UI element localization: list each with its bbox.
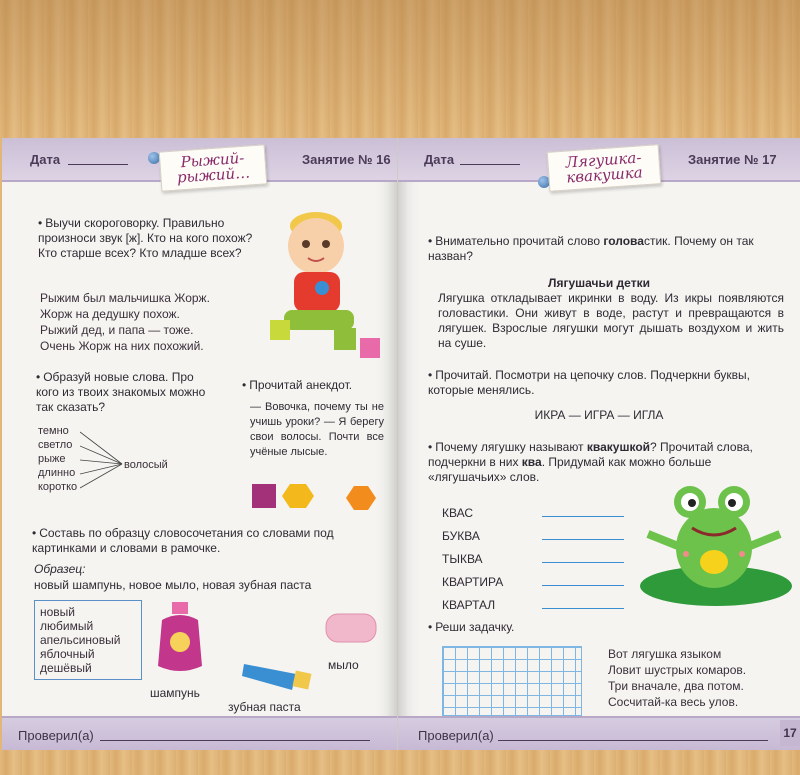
task-kv-bold: квакушкой	[586, 440, 651, 454]
frame-word: апельсиновый	[40, 633, 121, 647]
toothpaste-icon	[240, 646, 320, 696]
kva-words	[442, 502, 503, 617]
right-footer	[398, 716, 800, 750]
word-part: коротко	[38, 481, 78, 493]
word-part: рыже	[38, 453, 66, 465]
word-part: длинно	[38, 467, 76, 479]
date-label: Дата	[424, 152, 455, 167]
left-footer	[2, 716, 397, 750]
word-frame	[34, 600, 142, 680]
lesson-number: Занятие № 17	[688, 152, 777, 167]
kva-word: КВАРТАЛ	[442, 598, 496, 612]
story-text: Лягушка откладывает икринки в воду. Из икры появляются головастики. Они живут в воде, растут и превращаются в лягушек. Взрослые лягушки могут дышать воздухом и жить на суше.	[438, 291, 784, 350]
answer-line[interactable]	[542, 539, 624, 540]
answer-line[interactable]	[542, 585, 624, 586]
task-kv-post: . Придумай как можно больше «лягушачьих» слов.	[428, 455, 712, 484]
frame-word: любимый	[40, 619, 94, 633]
poem-line: Рыжий дед, и папа — тоже.	[40, 323, 194, 337]
task-kvakushka	[428, 440, 786, 485]
task-chain: • Прочитай. Посмотри на цепочку слов. Подчеркни буквы, которые менялись.	[428, 368, 786, 398]
answer-line[interactable]	[542, 562, 624, 563]
poem-line: Жорж на дедушку похож.	[40, 307, 180, 321]
answer-line[interactable]	[542, 516, 624, 517]
frog-icon	[638, 484, 794, 610]
title-note: Лягушка-квакушка	[547, 144, 662, 192]
right-page	[398, 138, 800, 750]
poem-line: Рыжим был мальчишка Жорж.	[40, 291, 210, 305]
lesson-number: Занятие № 16	[302, 152, 391, 167]
table-surface	[0, 0, 800, 140]
shampoo-icon	[152, 600, 212, 680]
task-tadpole	[428, 234, 786, 264]
poem-line: Очень Жорж на них похожий.	[40, 339, 204, 353]
riddle-line: Ловит шустрых комаров.	[608, 663, 747, 677]
task-kv-mid: ? Прочитай слова, подчеркни в них	[428, 440, 753, 469]
riddle-line: Вот лягушка языком	[608, 647, 722, 661]
frame-word: яблочный	[40, 647, 95, 661]
kva-word: КВАРТИРА	[442, 575, 504, 589]
task-kv-bold2: ква	[521, 455, 542, 469]
answer-line[interactable]	[542, 608, 624, 609]
anecdote-text: — Вовочка, почему ты не учишь уроки? — Я берегу свои волосы. Почти все учёные лысые.	[250, 401, 384, 458]
word-parts	[38, 424, 77, 494]
checked-line	[100, 740, 370, 741]
kva-word: ТЫКВА	[442, 552, 483, 566]
connector-lines	[80, 426, 130, 496]
workbook-spread	[2, 138, 800, 750]
soap-icon	[322, 608, 382, 648]
checked-label: Проверил(а)	[418, 728, 494, 743]
sample-label: Образец:	[34, 562, 86, 576]
frame-word: новый	[40, 605, 76, 619]
kva-word: БУКВА	[442, 529, 480, 543]
boy-illustration	[264, 188, 384, 368]
riddle	[608, 646, 746, 710]
word-part: светло	[38, 439, 73, 451]
title-note: Рыжий-рыжий…	[159, 144, 268, 191]
task-tadpole-post: стик. Почему он так назван?	[428, 234, 754, 263]
left-page	[2, 138, 398, 750]
task-tadpole-bold: голова	[603, 234, 644, 248]
page-number: 17	[780, 720, 800, 746]
riddle-line: Сосчитай-ка весь улов.	[608, 695, 739, 709]
task-new-words: • Образуй новые слова. Про кого из твоих знакомых можно так сказать?	[36, 370, 216, 415]
story-title: Лягушачьи детки	[548, 276, 650, 290]
word-part: темно	[38, 425, 69, 437]
frame-word: дешёвый	[40, 661, 92, 675]
checked-line	[498, 740, 768, 741]
task-problem: • Реши задачку.	[428, 620, 514, 635]
checked-label: Проверил(а)	[18, 728, 94, 743]
answer-grid[interactable]	[442, 646, 582, 716]
poem	[40, 290, 280, 354]
task-phrases: • Составь по образцу словосочетания со словами под картинками и словами в рамочке.	[32, 526, 382, 556]
item-shampoo-label: шампунь	[150, 686, 200, 700]
task-anecdote: • Прочитай анекдот.	[242, 378, 352, 393]
word-chain: ИКРА — ИГРА — ИГЛА	[534, 408, 664, 422]
date-label: Дата	[30, 152, 61, 167]
cubes-illustration	[246, 478, 386, 518]
riddle-line: Три вначале, два потом.	[608, 679, 744, 693]
item-soap-label: мыло	[328, 658, 359, 672]
task-tongue-twister: • Выучи скороговорку. Правильно произноси звук [ж]. Кто на кого похож? Кто старше всех? Кто младше всех?	[38, 216, 268, 261]
sample-text: новый шампунь, новое мыло, новая зубная паста	[34, 578, 312, 592]
task-tadpole-pre: Внимательно прочитай слово	[435, 234, 604, 248]
kva-word: КВАС	[442, 506, 474, 520]
date-line	[460, 164, 520, 165]
date-line	[68, 164, 128, 165]
task-kv-pre: Почему лягушку называют	[435, 440, 587, 454]
word-root: волосый	[124, 459, 168, 471]
item-paste-label: зубная паста	[228, 700, 301, 714]
